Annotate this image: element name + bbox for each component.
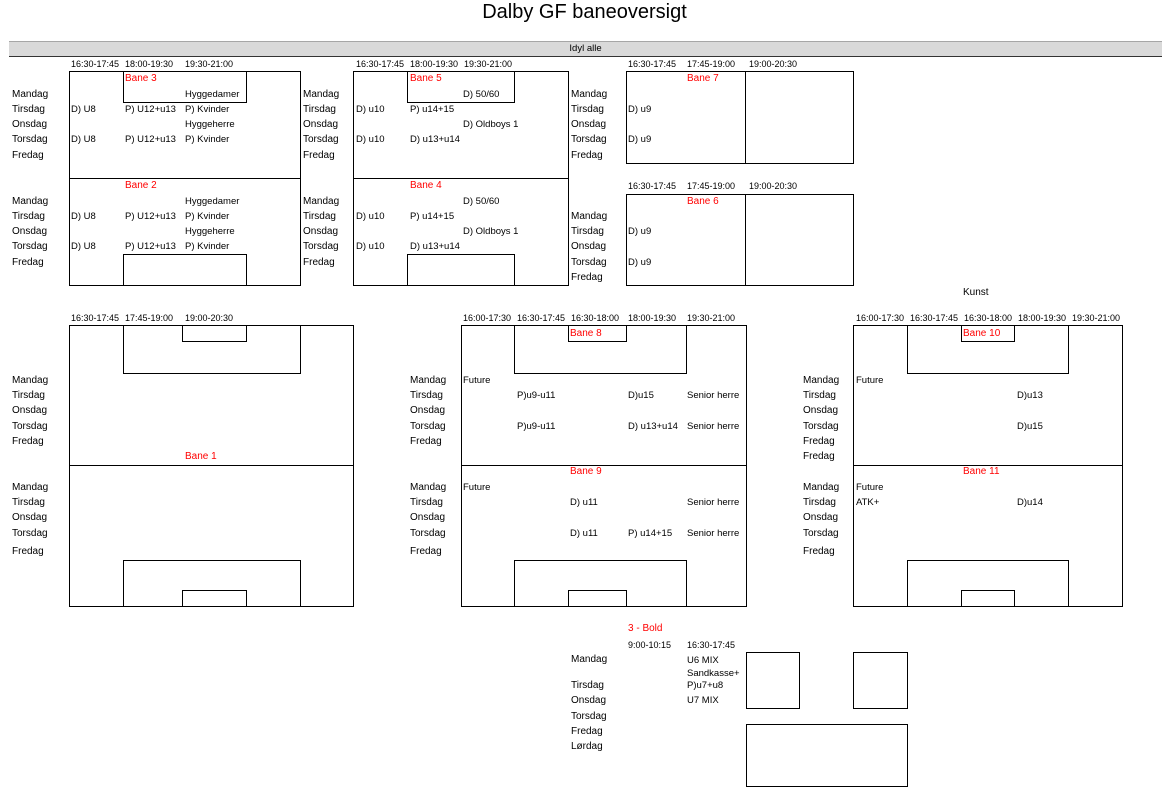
day-label: Mandag (12, 89, 49, 100)
day-label: Mandag (12, 196, 49, 207)
field-name-bane-1: Bane 1 (185, 451, 217, 462)
day-label: Mandag (803, 482, 840, 493)
time-slot-header: 16:30-17:45 (628, 59, 677, 69)
day-label: Onsdag (12, 119, 48, 130)
time-slot-header: 17:45-19:00 (687, 181, 736, 191)
day-label: Onsdag (571, 695, 607, 706)
goal-area (568, 590, 627, 607)
schedule-entry: D) U8 (71, 241, 96, 252)
day-label: Mandag (410, 482, 447, 493)
day-label: Torsdag (803, 421, 839, 432)
field-name-bane-5: Bane 5 (410, 73, 442, 84)
schedule-entry: P) u14+15 (410, 104, 455, 115)
day-label: Onsdag (571, 119, 607, 130)
schedule-entry: P)u7+u8 (687, 680, 724, 691)
day-label: Fredag (571, 150, 603, 161)
day-label: Fredag (303, 150, 335, 161)
field-name-bane-6: Bane 6 (687, 196, 719, 207)
day-label: Fredag (410, 546, 442, 557)
day-label: Tirsdag (571, 104, 604, 115)
schedule-entry: P) u14+15 (628, 528, 673, 539)
day-label: Onsdag (12, 226, 48, 237)
day-label: Mandag (803, 375, 840, 386)
day-label: Mandag (571, 89, 608, 100)
schedule-entry: D) u9 (628, 134, 652, 145)
page-title: Dalby GF baneoversigt (482, 1, 687, 23)
day-label: Fredag (12, 546, 44, 557)
schedule-entry: D) u11 (570, 528, 598, 539)
schedule-entry: Future (463, 375, 491, 386)
schedule-entry: Senior herre (687, 390, 740, 401)
day-label: Tirsdag (571, 226, 604, 237)
schedule-entry: D) u9 (628, 104, 652, 115)
schedule-entry: D) u10 (356, 104, 385, 115)
day-label: Mandag (571, 211, 608, 222)
goal-area (182, 325, 247, 342)
field-name-bane-9: Bane 9 (570, 466, 602, 477)
day-label: Tirsdag (303, 104, 336, 115)
day-label: Torsdag (303, 134, 339, 145)
small-pitch-outline (746, 724, 908, 787)
field-outline-bane-6 (626, 194, 854, 286)
schedule-entry: D) u10 (356, 241, 385, 252)
small-pitch-outline (853, 652, 908, 709)
schedule-entry: P) U12+u13 (125, 211, 176, 222)
goal-area (182, 590, 247, 607)
schedule-entry: Hyggedamer (185, 89, 240, 100)
day-label: Onsdag (410, 405, 446, 416)
schedule-entry: D)u15 (628, 390, 654, 401)
schedule-entry: D) U8 (71, 134, 96, 145)
time-slot-header: 16:30-18:00 (964, 313, 1013, 323)
schedule-entry: D) u10 (356, 134, 385, 145)
day-label: Fredag (12, 257, 44, 268)
schedule-entry: D) u13+u14 (410, 134, 460, 145)
day-label: Onsdag (12, 405, 48, 416)
day-label: Torsdag (410, 528, 446, 539)
schedule-entry: P)u9-u11 (517, 421, 556, 432)
schedule-entry: Senior herre (687, 421, 740, 432)
time-slot-header: 18:00-19:30 (410, 59, 459, 69)
schedule-entry: P) Kvinder (185, 134, 230, 145)
time-slot-header: 19:00-20:30 (185, 313, 234, 323)
schedule-entry: Hyggedamer (185, 196, 240, 207)
field-outline-bane-7 (626, 71, 854, 164)
schedule-entry: P) Kvinder (185, 104, 230, 115)
schedule-entry: Senior herre (687, 497, 740, 508)
schedule-entry: D) u13+u14 (628, 421, 678, 432)
time-slot-header: 19:30-21:00 (185, 59, 234, 69)
day-label: Tirsdag (571, 680, 604, 691)
time-slot-header: 18:00-19:30 (628, 313, 677, 323)
schedule-entry: P) u14+15 (410, 211, 455, 222)
time-slot-header: 19:30-21:00 (464, 59, 513, 69)
location-header-bar: Idyl alle (9, 41, 1162, 57)
schedule-entry: U6 MIX Sandkasse+ (687, 655, 740, 679)
day-label: Mandag (303, 89, 340, 100)
day-label: Onsdag (12, 512, 48, 523)
schedule-entry: D) Oldboys 1 (463, 119, 519, 130)
schedule-entry: D) u9 (628, 257, 652, 268)
field-name-bane-10: Bane 10 (963, 328, 1001, 339)
time-slot-header: 18:00-19:30 (1018, 313, 1067, 323)
time-slot-header: 16:00-17:30 (856, 313, 905, 323)
day-label: Torsdag (12, 134, 48, 145)
schedule-entry: Future (856, 482, 884, 493)
day-label: Tirsdag (303, 211, 336, 222)
day-label: Mandag (410, 375, 447, 386)
field-divider (745, 194, 746, 286)
schedule-entry: P) U12+u13 (125, 104, 176, 115)
schedule-entry: Hyggeherre (185, 226, 235, 237)
time-slot-header: 19:30-21:00 (687, 313, 736, 323)
day-label: Lørdag (571, 741, 603, 752)
day-label: Mandag (303, 196, 340, 207)
time-slot-header: 16:30-17:45 (910, 313, 959, 323)
small-pitch-outline (746, 652, 800, 709)
field-name-bane-8: Bane 8 (570, 328, 602, 339)
day-label: Fredag (303, 257, 335, 268)
schedule-entry: D) u11 (570, 497, 598, 508)
goal-area (961, 590, 1015, 607)
schedule-entry: D) u9 (628, 226, 652, 237)
day-label: Fredag (803, 436, 835, 447)
day-label: Torsdag (12, 528, 48, 539)
day-label: Onsdag (803, 512, 839, 523)
day-label: Mandag (571, 654, 608, 665)
schedule-entry: P) Kvinder (185, 241, 230, 252)
day-label: Torsdag (571, 134, 607, 145)
day-label: Torsdag (12, 241, 48, 252)
day-label: Fredag (571, 726, 603, 737)
field-name-bane-3: Bane 3 (125, 73, 157, 84)
schedule-entry: D) U8 (71, 104, 96, 115)
time-slot-header: 17:45-19:00 (125, 313, 174, 323)
day-label: Fredag (571, 272, 603, 283)
day-label: Torsdag (12, 421, 48, 432)
schedule-entry: Future (856, 375, 884, 386)
time-slot-header: 16:30-17:45 (71, 59, 120, 69)
day-label: Tirsdag (410, 390, 443, 401)
time-slot-header: 19:00-20:30 (749, 181, 798, 191)
schedule-entry: D)u15 (1017, 421, 1043, 432)
day-label: Fredag (803, 546, 835, 557)
section-label-kunst: Kunst (963, 287, 989, 298)
time-slot-header: 16:30-18:00 (571, 313, 620, 323)
goal-area (123, 254, 247, 286)
day-label: Tirsdag (12, 104, 45, 115)
field-name-3-bold: 3 - Bold (628, 623, 663, 634)
time-slot-header: 18:00-19:30 (125, 59, 174, 69)
field-divider (745, 71, 746, 164)
schedule-entry: P)u9-u11 (517, 390, 556, 401)
day-label: Torsdag (571, 257, 607, 268)
day-label: Onsdag (803, 405, 839, 416)
schedule-entry: P) U12+u13 (125, 134, 176, 145)
time-slot-header: 19:00-20:30 (749, 59, 798, 69)
schedule-entry: D) 50/60 (463, 89, 500, 100)
day-label: Fredag (803, 451, 835, 462)
schedule-entry: D)u13 (1017, 390, 1043, 401)
field-name-bane-2: Bane 2 (125, 180, 157, 191)
day-label: Fredag (410, 436, 442, 447)
day-label: Onsdag (303, 119, 339, 130)
day-label: Mandag (12, 375, 49, 386)
day-label: Mandag (12, 482, 49, 493)
time-slot-header: 16:30-17:45 (517, 313, 566, 323)
schedule-entry: Hyggeherre (185, 119, 235, 130)
schedule-entry: Future (463, 482, 491, 493)
time-slot-header: 19:30-21:00 (1072, 313, 1121, 323)
goal-area (407, 254, 515, 286)
day-label: Fredag (12, 436, 44, 447)
schedule-entry: D) U8 (71, 211, 96, 222)
day-label: Tirsdag (410, 497, 443, 508)
schedule-entry: D) Oldboys 1 (463, 226, 519, 237)
day-label: Torsdag (571, 711, 607, 722)
schedule-entry: U7 MIX (687, 695, 719, 706)
field-name-bane-11: Bane 11 (963, 466, 1000, 477)
time-slot-header: 16:30-17:45 (71, 313, 120, 323)
time-slot-header: 16:30-17:45 (356, 59, 405, 69)
schedule-entry: D) u10 (356, 211, 385, 222)
time-slot-header: 16:00-17:30 (463, 313, 512, 323)
day-label: Onsdag (303, 226, 339, 237)
time-slot-header: 16:30-17:45 (628, 181, 677, 191)
schedule-entry: Senior herre (687, 528, 740, 539)
schedule-entry: D) u13+u14 (410, 241, 460, 252)
day-label: Tirsdag (12, 211, 45, 222)
schedule-entry: D) 50/60 (463, 196, 500, 207)
day-label: Torsdag (410, 421, 446, 432)
day-label: Onsdag (571, 241, 607, 252)
day-label: Tirsdag (803, 497, 836, 508)
schedule-entry: ATK+ (856, 497, 880, 508)
day-label: Tirsdag (12, 497, 45, 508)
schedule-entry: P) Kvinder (185, 211, 230, 222)
day-label: Tirsdag (12, 390, 45, 401)
field-name-bane-7: Bane 7 (687, 73, 719, 84)
day-label: Torsdag (803, 528, 839, 539)
time-slot-header: 16:30-17:45 (687, 640, 736, 650)
time-slot-header: 9:00-10:15 (628, 640, 672, 650)
field-name-bane-4: Bane 4 (410, 180, 442, 191)
time-slot-header: 17:45-19:00 (687, 59, 736, 69)
day-label: Tirsdag (803, 390, 836, 401)
schedule-entry: P) U12+u13 (125, 241, 176, 252)
day-label: Torsdag (303, 241, 339, 252)
day-label: Onsdag (410, 512, 446, 523)
schedule-entry: D)u14 (1017, 497, 1043, 508)
day-label: Fredag (12, 150, 44, 161)
